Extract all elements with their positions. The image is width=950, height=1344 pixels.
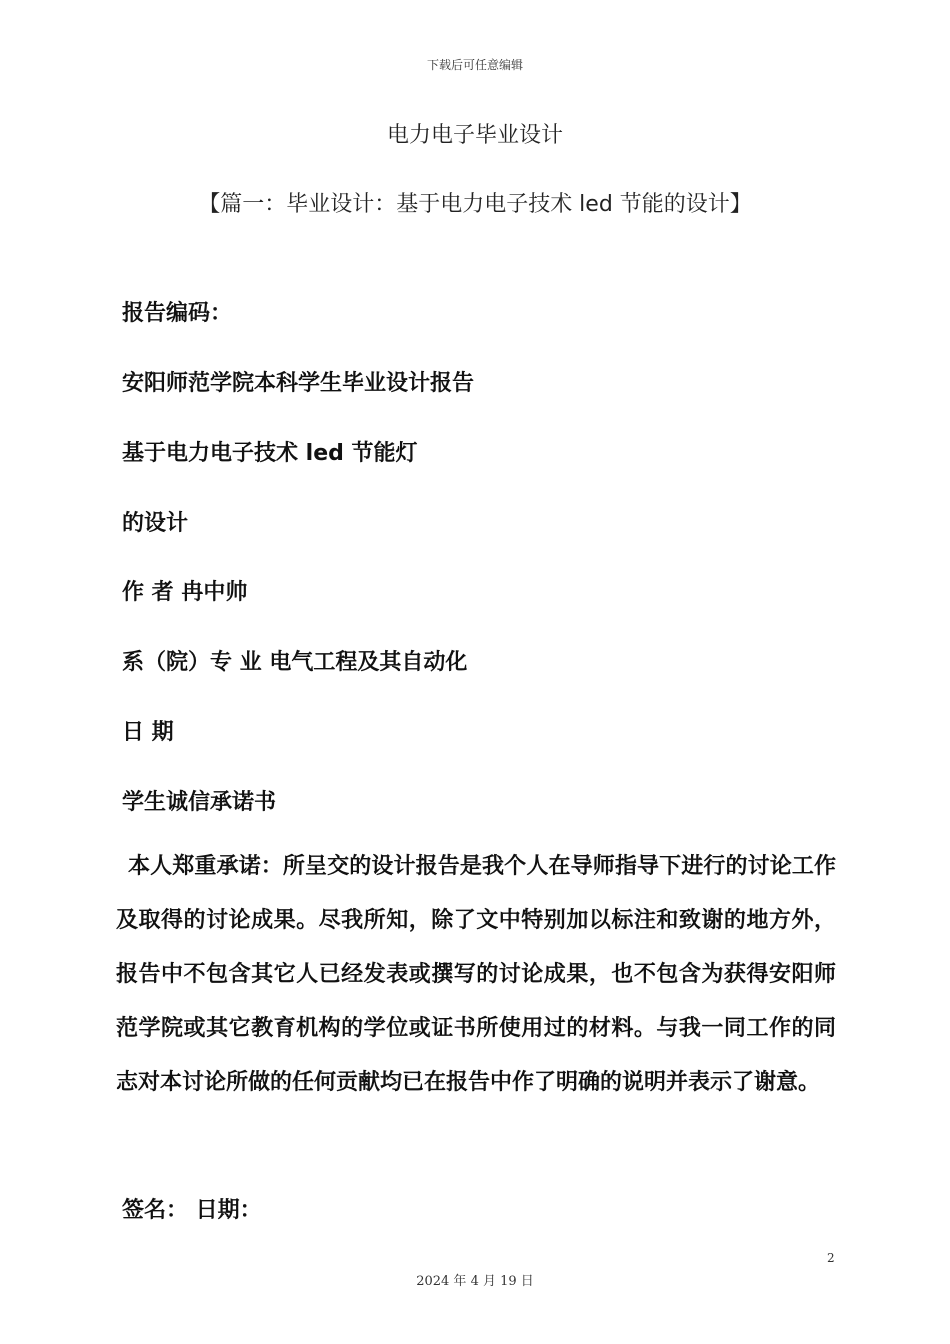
topic-line-2: 的设计 [122,511,189,536]
document-subtitle: 【篇一：毕业设计：基于电力电子技术 led 节能的设计】 [198,192,752,217]
author-line: 作 者 冉中帅 [122,580,248,605]
school-report-title: 安阳师范学院本科学生毕业设计报告 [122,371,475,396]
pledge-title: 学生诚信承诺书 [122,790,277,815]
date-label: 日 期 [122,720,174,745]
footer-date: 2024 年 4 月 19 日 [416,1274,534,1289]
pledge-body: 本人郑重承诺：所呈交的设计报告是我个人在导师指导下进行的讨论工作及取得的讨论成果。尽我所知，除了文中特别加以标注和致谢的地方外，报告中不包含其它人已经发表或撰写的讨论成果，也不包含为获得安阳师范学院或其它教育机构的学位或证书所使用过的材料。与我一同工作的同志对本讨论所做的任何贡献均已在报告中作了明确的说明并表示了谢意。 [116,854,836,1095]
signature-line: 签名： 日期： [122,1198,262,1223]
topic-line-1: 基于电力电子技术 led 节能灯 [122,441,418,466]
department-line: 系（院）专 业 电气工程及其自动化 [122,650,468,675]
report-code-label: 报告编码： [122,301,233,326]
page-number: 2 [827,1251,835,1265]
document-title: 电力电子毕业设计 [386,123,563,148]
header-note: 下载后可任意编辑 [426,58,523,72]
